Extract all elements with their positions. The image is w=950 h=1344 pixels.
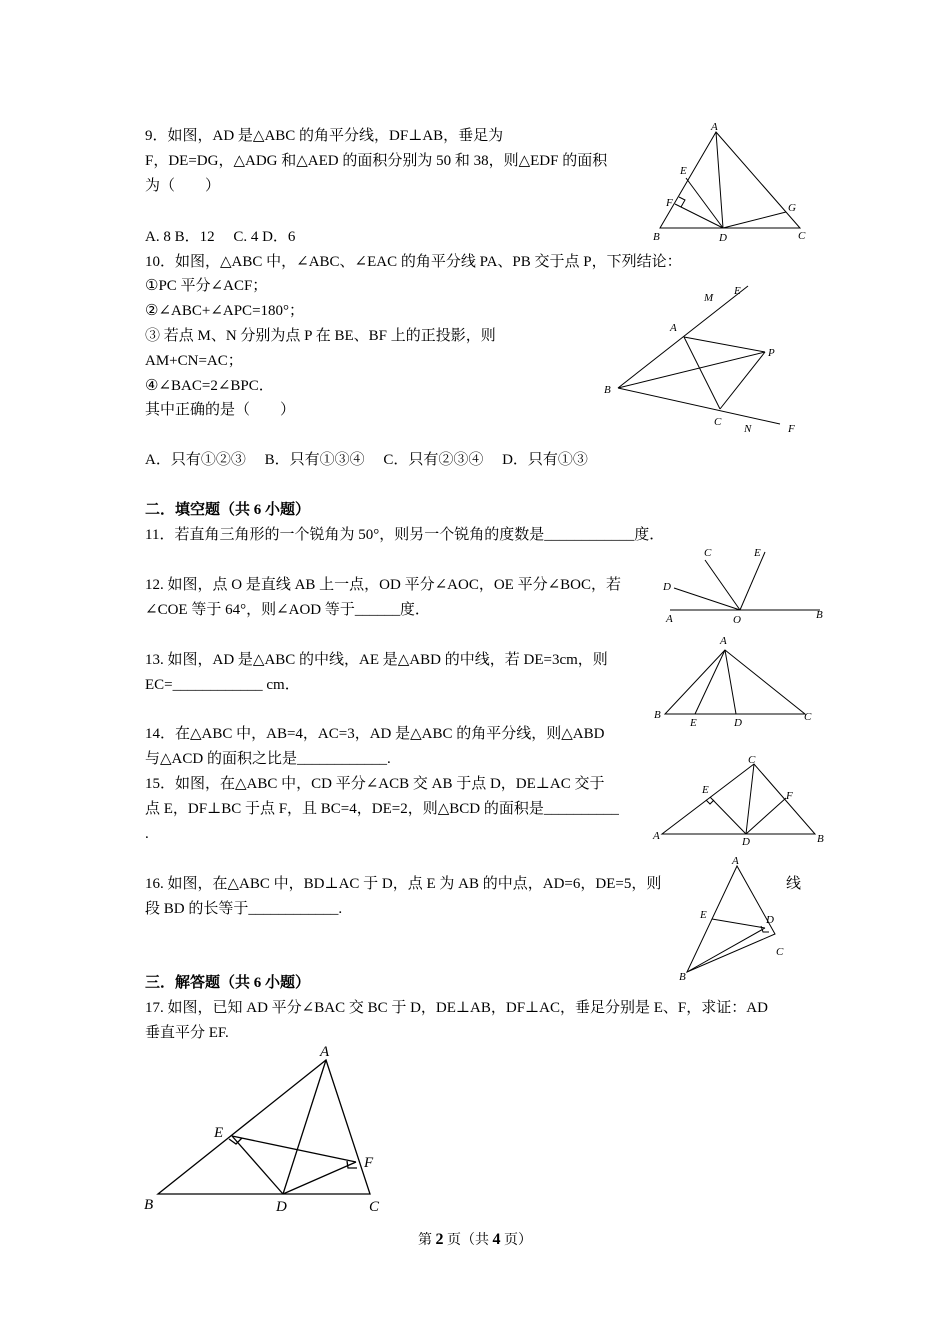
- total-page-number: 4: [492, 1231, 501, 1248]
- q16-label-a: A: [732, 855, 739, 867]
- q15-triangle-figure: [650, 752, 830, 846]
- q9-label-b: B: [653, 231, 660, 243]
- q12-line1: 12. 如图，点 O 是直线 AB 上一点，OD 平分∠AOC，OE 平分∠BOC，若: [145, 577, 621, 593]
- q13-triangle-figure: [650, 630, 820, 730]
- q11-text: 11．若直角三角形的一个锐角为 50°，则另一个锐角的度数是____________度．: [145, 527, 665, 543]
- q15-label-c: C: [748, 754, 756, 766]
- q12-label-d: D: [663, 581, 671, 593]
- q9-label-a: A: [711, 121, 718, 133]
- q16-label-c: C: [776, 946, 784, 958]
- q12-label-o: O: [733, 614, 741, 626]
- q15-line3: .: [145, 826, 149, 842]
- q12-label-b: B: [816, 609, 823, 621]
- q14-line2: 与△ACD 的面积之比是____________.: [145, 751, 391, 767]
- q9-label-e: E: [680, 165, 687, 177]
- q15-label-e: E: [702, 784, 709, 796]
- q17-label-b: B: [144, 1197, 154, 1213]
- current-page-number: 2: [435, 1231, 444, 1248]
- q10-label-p: P: [768, 347, 775, 359]
- q15-line2: 点 E，DF⊥BC 于点 F，且 BC=4，DE=2，则△BCD 的面积是__________: [145, 801, 619, 817]
- q13-label-b: B: [654, 709, 661, 721]
- q9-label-f: F: [666, 197, 673, 209]
- q10-line7: 其中正确的是（ ）: [145, 402, 296, 418]
- q10-label-a: A: [670, 322, 677, 334]
- q12-line2: ∠COE 等于 64°，则∠AOD 等于______度．: [145, 602, 430, 618]
- q14-line1: 14．在△ABC 中，AB=4，AC=3，AD 是△ABC 的角平分线，则△ABD: [145, 726, 605, 742]
- q15-label-d: D: [742, 836, 750, 846]
- q17-line1: 17. 如图，已知 AD 平分∠BAC 交 BC 于 D，DE⊥AB，DF⊥AC，垂足分别是 E、F，求证：AD: [145, 1000, 768, 1016]
- page-footer: [0, 1229, 950, 1249]
- q12-angle-figure: [660, 542, 830, 626]
- q12-label-e: E: [754, 547, 761, 559]
- q16-line1: 16. 如图，在△ABC 中，BD⊥AC 于 D，点 E 为 AB 的中点，AD=6，DE=5，则: [145, 876, 662, 892]
- q13-label-e: E: [690, 717, 697, 729]
- q10-line1: 10．如图，△ABC 中，∠ABC、∠EAC 的角平分线 PA、PB 交于点 P，下列结论：: [145, 254, 682, 270]
- section3-heading: 三．解答题（共 6 小题）: [145, 975, 311, 991]
- q17-line2: 垂直平分 EF.: [145, 1025, 229, 1041]
- q16-line1-tail: 线: [786, 876, 802, 892]
- q9-line1: 9．如图，AD 是△ABC 的角平分线，DF⊥AB，垂足为: [145, 128, 504, 144]
- q15-label-b: B: [817, 833, 824, 845]
- q13-line1: 13. 如图，AD 是△ABC 的中线，AE 是△ABD 的中线，若 DE=3cm，则: [145, 652, 608, 668]
- q17-label-d: D: [276, 1199, 287, 1215]
- q13-label-c: C: [804, 711, 812, 723]
- q16-label-e: E: [700, 909, 707, 921]
- q16-label-d: D: [766, 914, 774, 926]
- q10-label-f: F: [788, 423, 795, 435]
- q10-label-n: N: [744, 423, 752, 435]
- q13-line2: EC=____________ cm．: [145, 677, 300, 693]
- q13-label-a: A: [720, 635, 727, 647]
- q10-label-e: E: [734, 285, 741, 297]
- q12-label-c: C: [704, 547, 712, 559]
- q17-label-a: A: [320, 1044, 330, 1060]
- q10-triangle-figure: [600, 282, 810, 437]
- q10-label-c: C: [714, 416, 722, 428]
- q9-options: A. 8 B．12 C. 4 D．6: [145, 229, 296, 245]
- section2-heading: 二．填空题（共 6 小题）: [145, 502, 311, 518]
- q16-line2: 段 BD 的长等于____________.: [145, 901, 343, 917]
- footer-prefix: 第: [418, 1233, 436, 1248]
- q9-label-g: G: [788, 202, 796, 214]
- q9-line3: 为（ ）: [145, 178, 221, 194]
- q10-label-b: B: [604, 384, 611, 396]
- q16-triangle-figure: [675, 852, 795, 984]
- q17-label-e: E: [214, 1125, 224, 1141]
- q10-line5: AM+CN=AC；: [145, 353, 243, 369]
- q9-label-d: D: [719, 232, 727, 244]
- q15-label-f: F: [786, 790, 793, 802]
- q10-line3: ②∠ABC+∠APC=180°；: [145, 303, 305, 319]
- q10-line4: ③ 若点 M、N 分别为点 P 在 BE、BF 上的正投影，则: [145, 328, 496, 344]
- q10-options: A．只有①②③ B．只有①③④ C．只有②③④ D．只有①③: [145, 452, 588, 468]
- q17-label-c: C: [369, 1199, 380, 1215]
- q10-line2: ①PC 平分∠ACF；: [145, 278, 268, 294]
- q15-label-a: A: [653, 830, 660, 842]
- q12-label-a: A: [666, 613, 673, 625]
- q10-label-m: M: [704, 292, 714, 304]
- q17-triangle-figure: [140, 1040, 390, 1218]
- q15-line1: 15．如图，在△ABC 中，CD 平分∠ACB 交 AB 于点 D，DE⊥AC 交于: [145, 776, 605, 792]
- q17-label-f: F: [364, 1155, 374, 1171]
- q13-label-d: D: [734, 717, 742, 729]
- footer-middle: 页（共: [443, 1233, 493, 1248]
- q10-line6: ④∠BAC=2∠BPC．: [145, 378, 274, 394]
- footer-suffix: 页）: [500, 1233, 532, 1248]
- q16-label-b: B: [679, 971, 686, 983]
- q9-triangle-figure: [650, 118, 815, 248]
- q9-line2: F，DE=DG，△ADG 和△AED 的面积分别为 50 和 38，则△EDF 的面积: [145, 153, 608, 169]
- q9-label-c: C: [798, 230, 806, 242]
